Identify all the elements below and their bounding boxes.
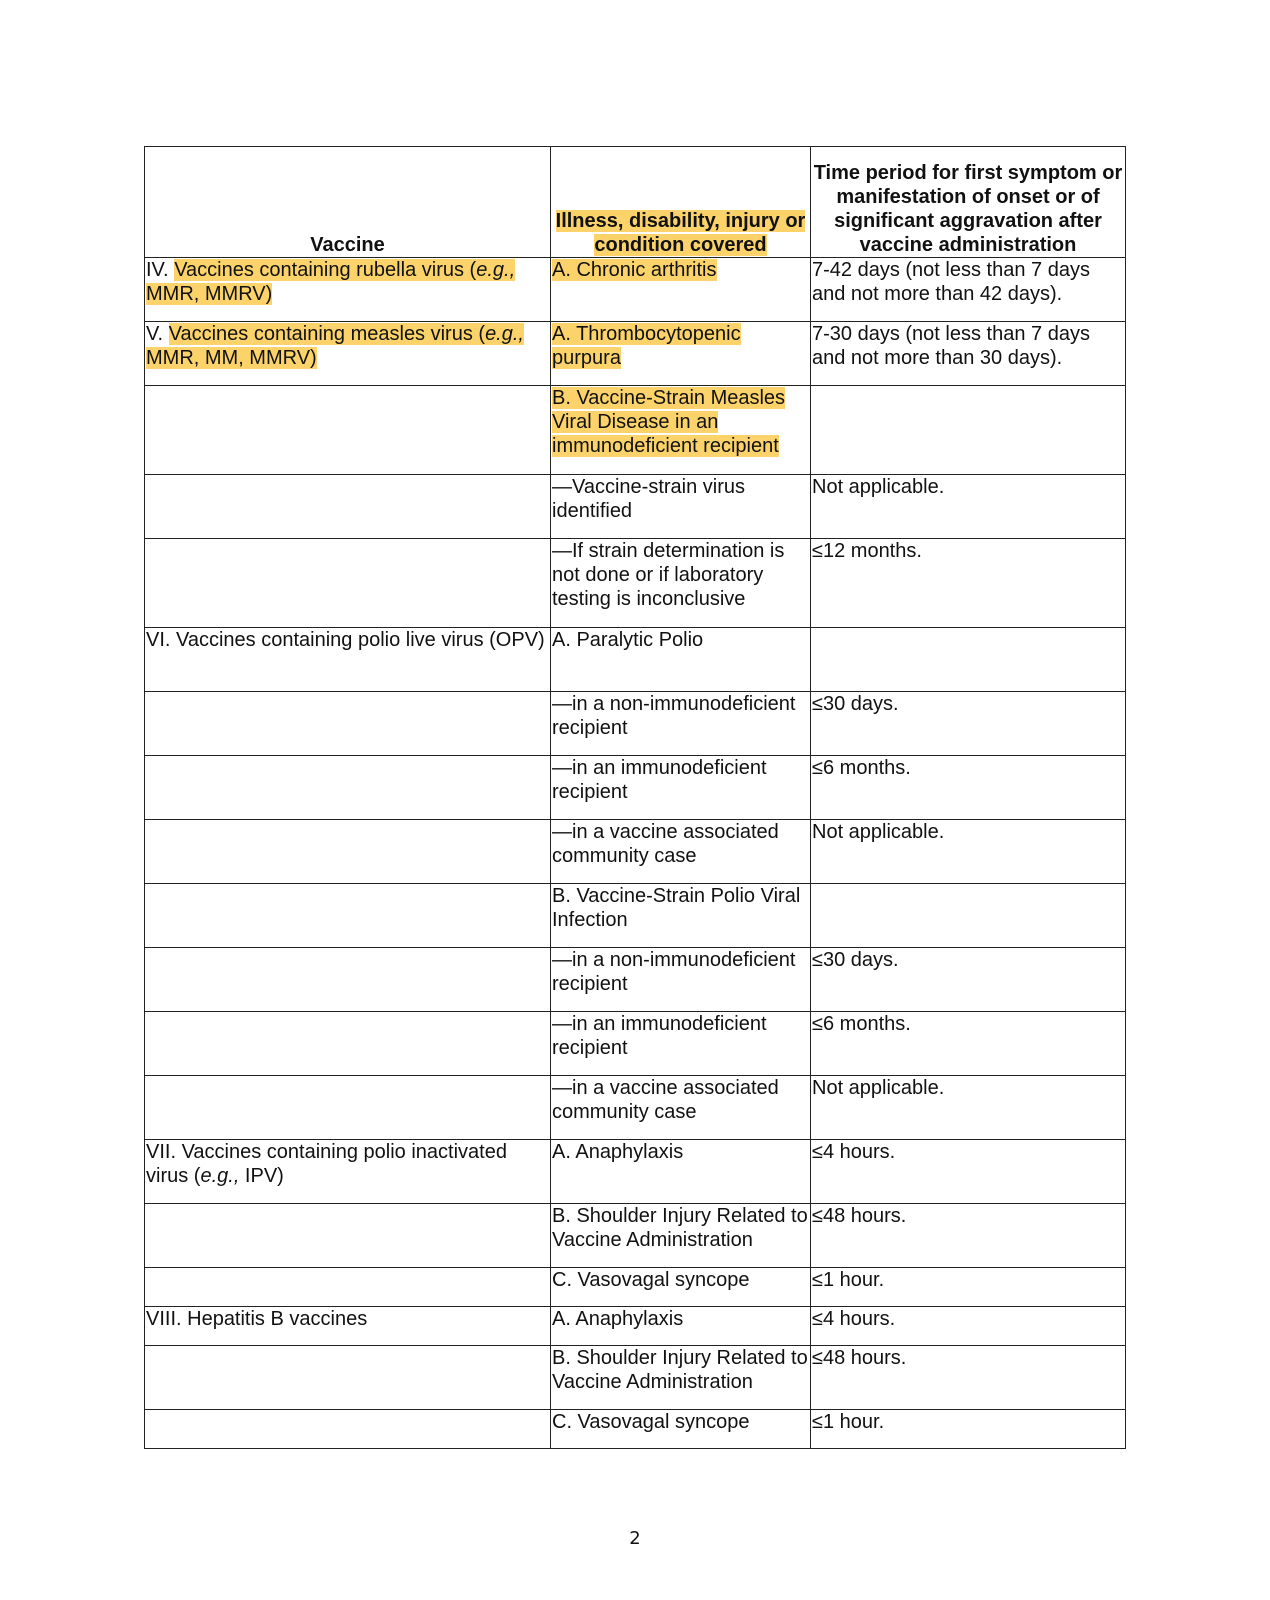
table-row [145,322,1126,386]
time-cell: ≤30 days. [811,692,1126,756]
illness-cell: C. Vasovagal syncope [551,1268,811,1307]
highlight: Illness, disability, injury or condition covered [555,210,806,256]
illness-cell [551,386,811,475]
vaccine-cell [145,475,551,539]
time-cell [811,386,1126,475]
vaccine-cell [145,1012,551,1076]
table-row [145,386,1126,475]
illness-cell: —If strain determination is not done or if laboratory testing is inconclusive [551,539,811,628]
vaccine-cell [145,948,551,1012]
vaccine-cell [145,539,551,628]
vaccine-injury-table [144,146,1126,1449]
time-cell: Not applicable. [811,820,1126,884]
time-cell: ≤1 hour. [811,1268,1126,1307]
header-vaccine: Vaccine [145,147,551,258]
time-cell: Not applicable. [811,475,1126,539]
illness-cell: —in a non-immunodeficient recipient [551,692,811,756]
table-row [145,1012,1126,1076]
time-cell: 7-42 days (not less than 7 days and not more than 42 days). [811,258,1126,322]
time-cell: ≤48 hours. [811,1204,1126,1268]
header-time-period: Time period for first symptom or manifestation of onset or of significant aggravation after vaccine administration [811,147,1126,258]
illness-cell: B. Vaccine-Strain Polio Viral Infection [551,884,811,948]
illness-cell: —in a non-immunodeficient recipient [551,948,811,1012]
vaccine-cell: IV. Vaccines containing rubella virus (e.g., MMR, MMRV) [145,258,551,322]
table-row [145,1268,1126,1307]
time-cell: ≤4 hours. [811,1307,1126,1346]
table-row [145,884,1126,948]
illness-cell: B. Shoulder Injury Related to Vaccine Administration [551,1204,811,1268]
highlight: A. Chronic arthritis [552,259,717,281]
table-row [145,820,1126,884]
table-row [145,1076,1126,1140]
table-header-row [145,147,1126,258]
highlight: A. Thrombocytopenic purpura [552,323,741,369]
illness-cell: A. Anaphylaxis [551,1307,811,1346]
illness-cell: —in an immunodeficient recipient [551,1012,811,1076]
illness-cell: —in a vaccine associated community case [551,820,811,884]
time-cell: ≤6 months. [811,1012,1126,1076]
time-cell: 7-30 days (not less than 7 days and not more than 30 days). [811,322,1126,386]
vaccine-cell [145,1410,551,1449]
table-row [145,539,1126,628]
vaccine-cell [145,1076,551,1140]
vaccine-cell: VI. Vaccines containing polio live virus (OPV) [145,628,551,692]
illness-cell: C. Vasovagal syncope [551,1410,811,1449]
vaccine-cell [145,820,551,884]
time-cell: ≤30 days. [811,948,1126,1012]
header-illness [551,147,811,258]
vaccine-cell [145,1346,551,1410]
illness-cell [551,322,811,386]
time-cell [811,628,1126,692]
illness-cell [551,258,811,322]
vaccine-cell [145,1204,551,1268]
table-row [145,692,1126,756]
highlight: B. Vaccine-Strain Measles Viral Disease in an immunodeficient recipient [552,387,786,457]
highlight: Vaccines containing measles virus (e.g., MMR, MM, MMRV) [146,323,524,369]
illness-cell: A. Anaphylaxis [551,1140,811,1204]
vaccine-cell [145,692,551,756]
table-row [145,1346,1126,1410]
illness-cell: —in an immunodeficient recipient [551,756,811,820]
table-row [145,628,1126,692]
vaccine-cell: V. Vaccines containing measles virus (e.g., MMR, MM, MMRV) [145,322,551,386]
vaccine-cell [145,756,551,820]
vaccine-cell [145,1268,551,1307]
time-cell: ≤6 months. [811,756,1126,820]
page-number: 2 [629,1528,641,1549]
vaccine-cell [145,884,551,948]
vaccine-cell: VIII. Hepatitis B vaccines [145,1307,551,1346]
illness-cell: —Vaccine-strain virus identified [551,475,811,539]
time-cell: Not applicable. [811,1076,1126,1140]
illness-cell: B. Shoulder Injury Related to Vaccine Administration [551,1346,811,1410]
time-cell: ≤12 months. [811,539,1126,628]
vaccine-cell [145,386,551,475]
highlight: Vaccines containing rubella virus (e.g., MMR, MMRV) [146,259,516,305]
table-row [145,948,1126,1012]
table-row [145,1307,1126,1346]
table-row [145,475,1126,539]
time-cell: ≤4 hours. [811,1140,1126,1204]
vaccine-cell: VII. Vaccines containing polio inactivated virus (e.g., IPV) [145,1140,551,1204]
table-row [145,258,1126,322]
table-row [145,1140,1126,1204]
table-row [145,1410,1126,1449]
table-row [145,1204,1126,1268]
illness-cell: —in a vaccine associated community case [551,1076,811,1140]
illness-cell: A. Paralytic Polio [551,628,811,692]
table-row [145,756,1126,820]
time-cell [811,884,1126,948]
time-cell: ≤48 hours. [811,1346,1126,1410]
time-cell: ≤1 hour. [811,1410,1126,1449]
